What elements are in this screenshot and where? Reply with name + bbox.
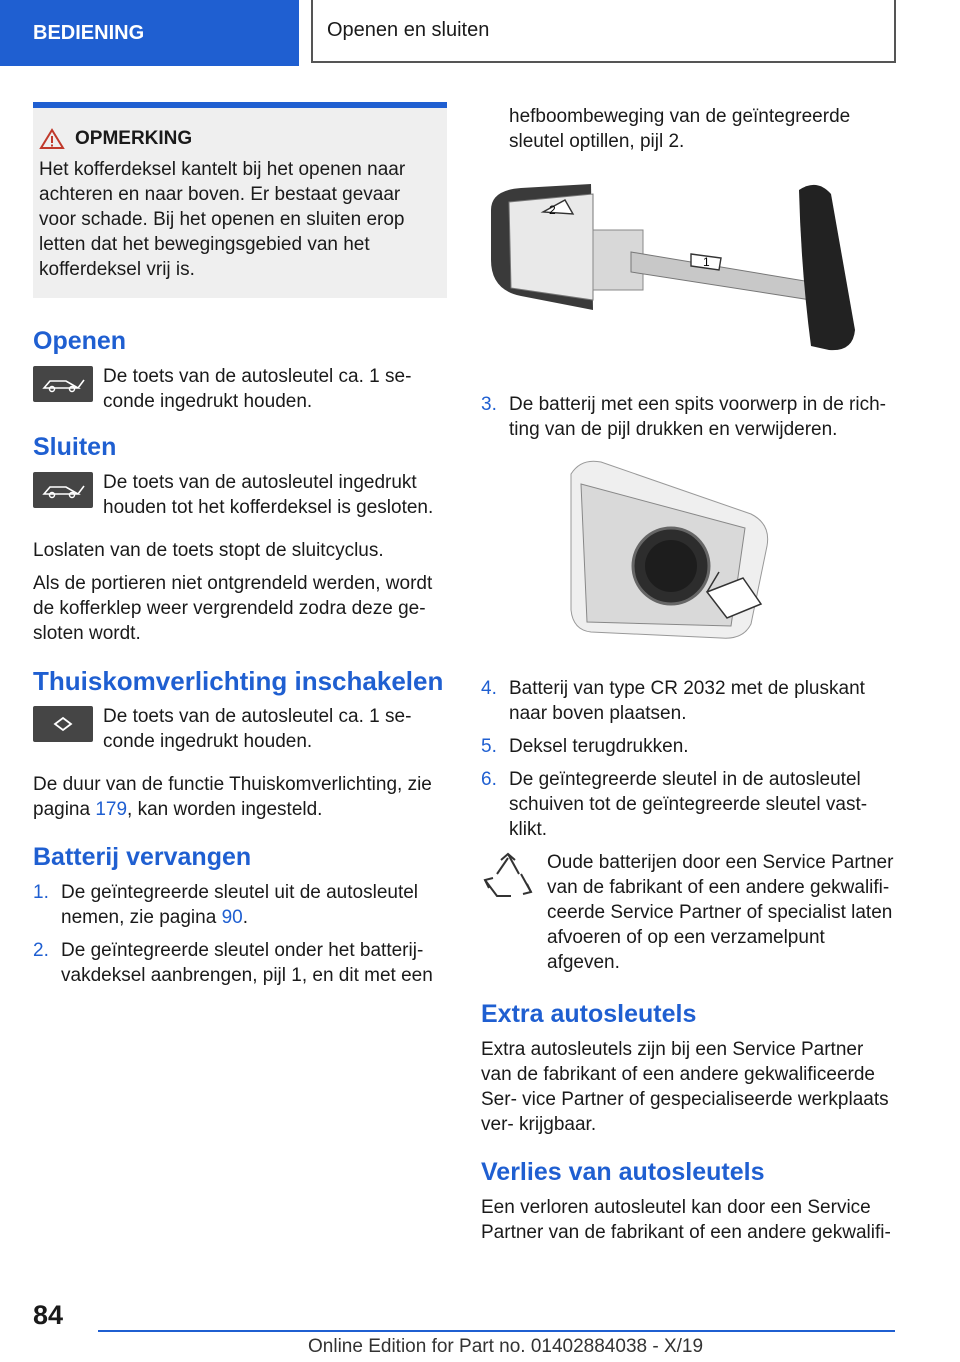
heading-verlies: Verlies van autosleutels — [481, 1158, 765, 1186]
step-text: Deksel terugdrukken. — [509, 736, 689, 757]
list-item — [481, 392, 897, 442]
sluiten-key-row — [33, 470, 447, 520]
step-text: De geïntegreerde sleutel onder het batterij- vakdeksel aanbrengen, pijl 1, en dit met een — [61, 940, 433, 986]
thuiskom-key-row — [33, 704, 447, 754]
step-number: 2. — [33, 940, 49, 961]
heading-sluiten: Sluiten — [33, 433, 117, 461]
heading-thuiskom: Thuiskomverlichting inschakelen — [33, 666, 444, 696]
sluiten-text: De toets van de autosleutel ingedrukt houden tot het kofferdeksel is gesloten. — [103, 472, 434, 518]
svg-text:1: 1 — [703, 255, 710, 269]
list-item — [481, 767, 897, 842]
trunk-key-icon — [33, 472, 93, 508]
thuiskom-para — [33, 772, 447, 822]
step-number: 5. — [481, 736, 497, 757]
heading-openen: Openen — [33, 327, 127, 355]
step-number: 3. — [481, 394, 497, 415]
diamond-key-icon — [33, 706, 93, 742]
recycle-note — [481, 850, 897, 975]
heading-batterij: Batterij vervangen — [33, 843, 252, 871]
right-column — [481, 104, 897, 1253]
edition-text: Online Edition for Part no. 01402884038 - X/19 — [308, 1336, 704, 1357]
extra-text: Extra autosleutels zijn bij een Service Partner van de fabrikant of een andere gekwalificeerde Ser- vice Partner of gespecialiseerde werkplaats ver- krijgbaar. — [481, 1039, 889, 1135]
verlies-text: Een verloren autosleutel kan door een Service Partner van de fabrikant of een andere gekwalifi- — [481, 1197, 891, 1243]
trunk-key-icon — [33, 366, 93, 402]
battery-illustration — [481, 454, 897, 654]
step-text-part: De geïntegreerde sleutel uit de autosleutel nemen, zie pagina — [61, 882, 419, 928]
section-tab: BEDIENING — [0, 0, 299, 66]
notice-title — [75, 126, 439, 151]
battery-steps-final — [481, 676, 897, 842]
battery-steps-continued — [481, 392, 897, 442]
step-number: 4. — [481, 678, 497, 699]
recycle-icon — [481, 850, 535, 904]
sluiten-para1: Loslaten van de toets stopt de sluitcyclus. — [33, 540, 384, 561]
heading-extra: Extra autosleutels — [481, 1000, 697, 1028]
thuiskom-para-text-end: , kan worden ingesteld. — [127, 799, 323, 820]
step-number: 6. — [481, 769, 497, 790]
page-number: 84 — [33, 1300, 64, 1330]
thuiskom-text: De toets van de autosleutel ca. 1 se- conde ingedrukt houden. — [103, 706, 412, 752]
key-illustration — [481, 170, 897, 370]
step-text: De batterij met een spits voorwerp in de rich- ting van de pijl drukken en verwijderen. — [509, 394, 886, 440]
list-item — [481, 676, 897, 726]
sluiten-para2: Als de portieren niet ontgrendeld werden, wordt de kofferklep weer vergrendeld zodra deze ge- sloten wordt. — [33, 573, 433, 644]
recycle-text: Oude batterijen door een Service Partner van de fabrikant of een andere gekwalifi- ceerde Service Partner of specialist laten afvoeren of op een verzamelpunt afgeven. — [547, 852, 894, 973]
notice-box — [33, 102, 447, 298]
notice-text: Het kofferdeksel kantelt bij het openen naar achteren en naar boven. Er bestaat gevaar voor schade. Bij het openen en sluiten erop letten dat het bewegingsgebied van het kofferdeksel vrij is. — [39, 159, 406, 280]
step-text-end: . — [242, 907, 248, 928]
thuiskom-para-text: De duur van de functie Thuiskomverlichting, zie pagina — [33, 774, 432, 820]
step-text: De geïntegreerde sleutel in de autosleutel schuiven tot de geïntegreerde sleutel vast- klikt. — [509, 769, 868, 840]
list-item — [33, 880, 447, 930]
svg-text:2: 2 — [549, 203, 556, 217]
page-header — [0, 0, 960, 66]
page-link-179[interactable]: 179 — [95, 799, 128, 820]
openen-key-row — [33, 364, 447, 414]
list-item — [33, 938, 447, 988]
step-number: 1. — [33, 882, 49, 903]
list-item — [481, 734, 897, 759]
step-text — [61, 880, 447, 930]
page-link-90[interactable]: 90 — [221, 907, 243, 928]
footer-divider — [98, 1330, 895, 1332]
step-text: Batterij van type CR 2032 met de pluskant naar boven plaatsen. — [509, 678, 865, 724]
notice-title-label: OPMERKING — [75, 128, 193, 149]
openen-text: De toets van de autosleutel ca. 1 se- conde ingedrukt houden. — [103, 366, 412, 412]
step-continued: hefboombeweging van de geïntegreerde sleutel optillen, pijl 2. — [509, 106, 851, 152]
battery-steps — [33, 880, 447, 988]
left-column — [33, 102, 447, 996]
chapter-title: Openen en sluiten — [311, 0, 896, 63]
page-footer — [0, 1300, 960, 1362]
warning-triangle-icon — [39, 128, 65, 150]
